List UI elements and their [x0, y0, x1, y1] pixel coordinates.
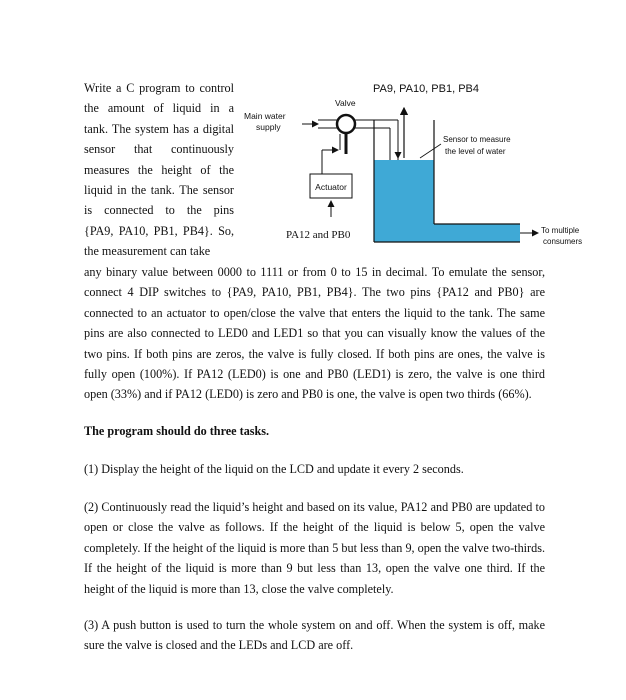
intro-line: Write a C program to control	[84, 81, 234, 95]
actuator-label: Actuator	[315, 182, 347, 192]
tank-system-diagram	[238, 76, 583, 254]
sensor-label	[443, 135, 513, 156]
sensor-label-line: Sensor to measure	[443, 135, 511, 144]
main-supply-line: supply	[256, 122, 281, 132]
task-item: (3) A push button is used to turn the whole system on and off. When the system is off, make sure the valve is closed and the LEDs and LCD are off.	[84, 618, 545, 653]
consumers-label-line: To multiple	[541, 226, 580, 235]
consumers-label	[541, 226, 582, 246]
sensor-pins-label: PA9, PA10, PB1, PB4	[373, 83, 479, 95]
valve-icon	[337, 115, 355, 133]
main-supply-label	[244, 111, 288, 132]
intro-line: {PA9, PA10, PB1, PB4}. So,	[84, 223, 234, 238]
sensor-label-line: the level of water	[445, 147, 506, 156]
tank-water	[374, 160, 434, 242]
intro-paragraph-continuation: any binary value between 0000 to 1111 or from 0 to 15 in decimal. To emulate the sensor, connect 4 DIP switches to {PA9, PA10, PB1, PB4}. The two pins {PA12 and PB0} are connected to an actuator to open/close the valve that enters the liquid to the tank. The same pins are also connected to LED0 and LED1 so that you can visually know the values of the two pins. If both pins are zeros, the valve is fully closed. If both pins are ones, the valve is fully open (100%). If PA12 (LED0) is one and PB0 (LED1) is zero, the valve is one third open (33%) and if PA12 (LED0) is zero and PB0 is one, the valve is open two thirds (66%).	[84, 265, 545, 402]
intro-paragraph-wrapped	[84, 78, 234, 262]
main-supply-line: Main water	[244, 111, 286, 121]
outlet-water	[434, 224, 520, 242]
actuator-pins-label: PA12 and PB0	[286, 229, 351, 241]
task-item: (2) Continuously read the liquid’s height and based on its value, PA12 and PB0 are updated to open or close the valve as follows. If the height of the liquid is below 5, open the valve completely. If the height of the liquid is more than 5 but less than 9, open the valve two-thirds. If the height of the liquid is more than 9 but less than 13, open the valve one third. If the height of the liquid is more than 13, close the valve completely.	[84, 500, 545, 596]
tasks-heading: The program should do three tasks.	[84, 424, 270, 438]
valve-label: Valve	[335, 98, 356, 108]
intro-line: is connected to the pins	[84, 203, 234, 218]
intro-line: the measurement can take	[84, 244, 211, 259]
task-item: (1) Display the height of the liquid on the LCD and update it every 2 seconds.	[84, 462, 464, 476]
intro-line: measures the height of the	[84, 162, 234, 177]
intro-line: sensor that continuously	[84, 142, 234, 157]
intro-line: liquid in the tank. The sensor	[84, 182, 234, 197]
consumers-label-line: consumers	[543, 237, 583, 246]
intro-line: tank. The system has a digital	[84, 121, 234, 136]
intro-line: the amount of liquid in a	[84, 101, 234, 116]
